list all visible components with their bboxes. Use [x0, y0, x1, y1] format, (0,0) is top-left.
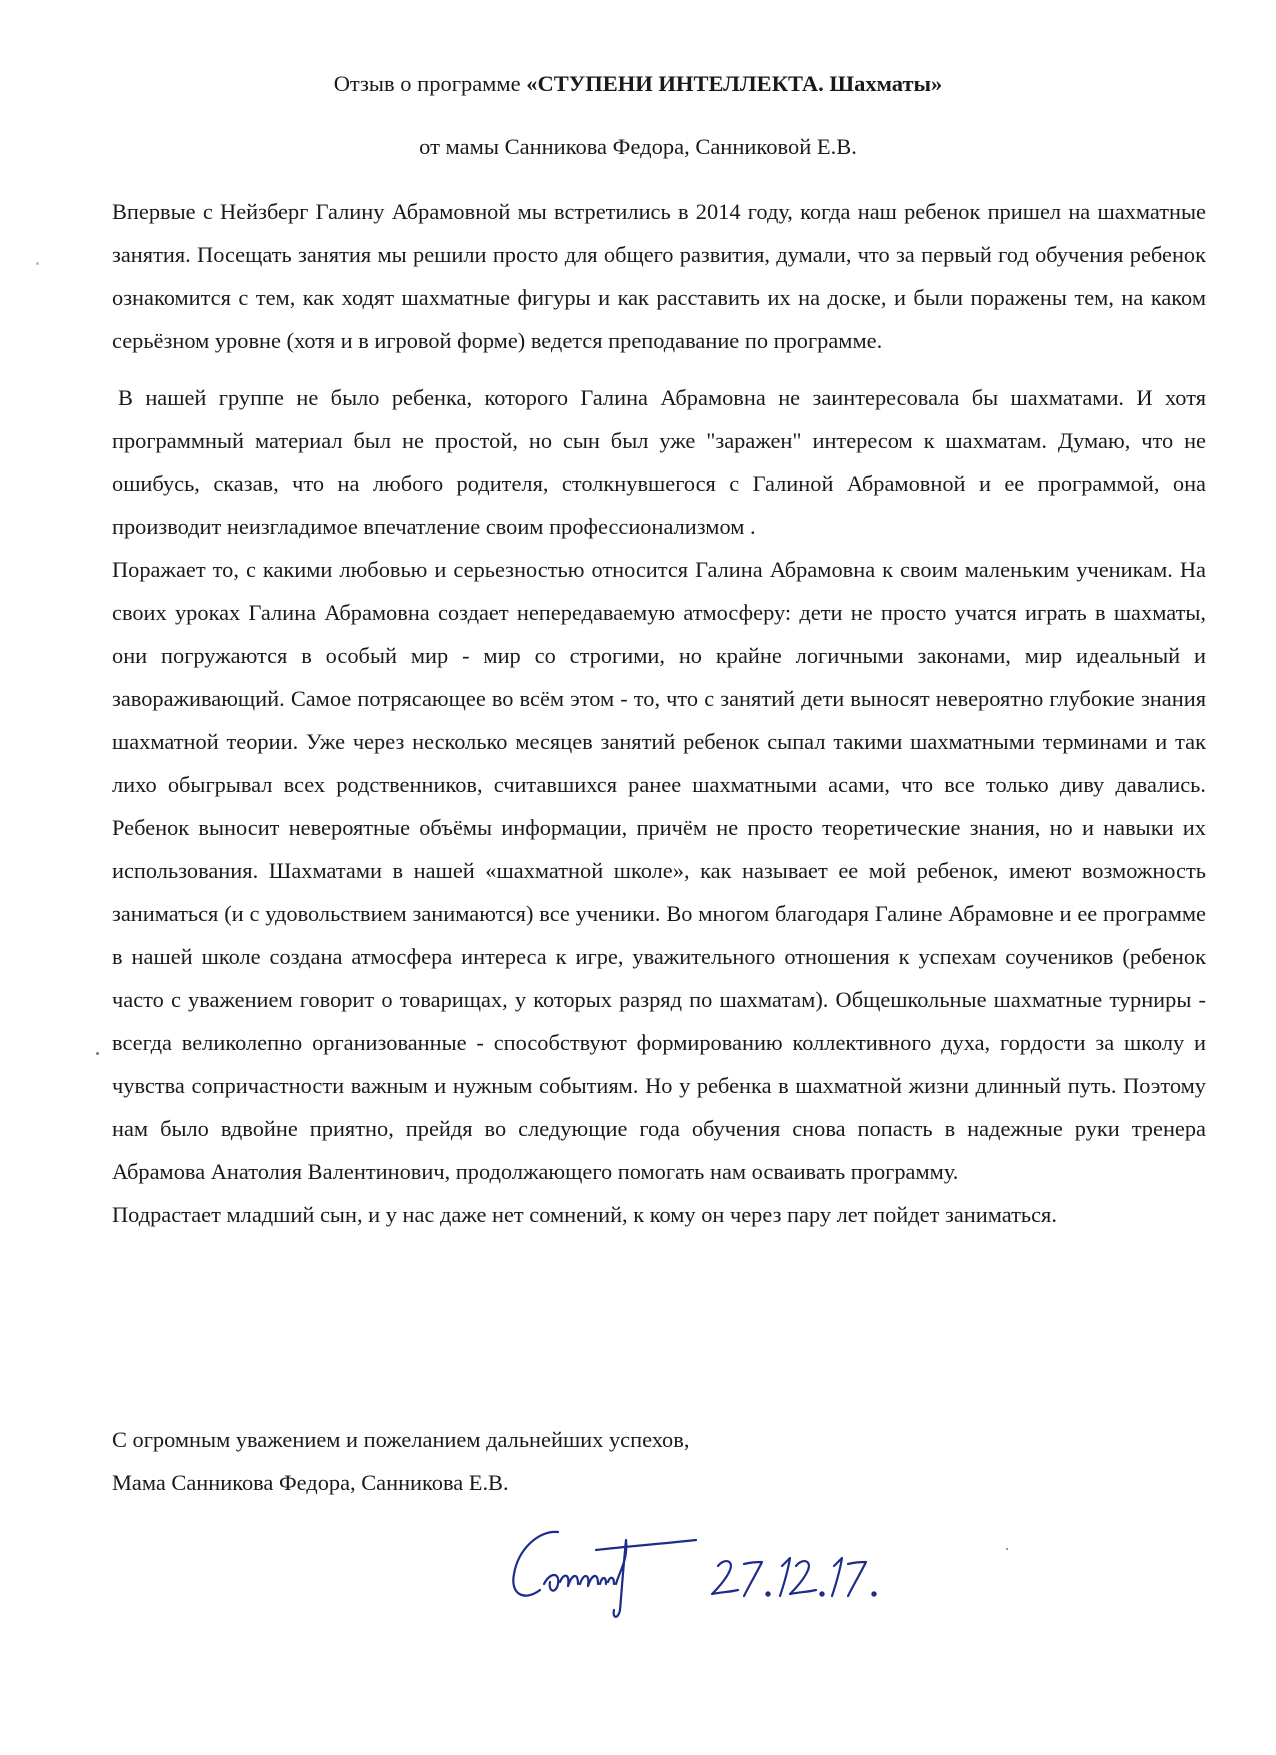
- scan-speck: [36, 262, 39, 265]
- closing-name: Мама Санникова Федора, Санникова Е.В.: [112, 1470, 509, 1495]
- paragraph-2: В нашей группе не было ребенка, которого Галина Абрамовна не заинтересовала бы шахматами. И хотя программный материал был не простой, но сын был уже "заражен" интересом к шахматам. Думаю, что не ошибусь, сказав, что на любого родителя, столкнувшегося с Галиной Абрамовной и ее программой, она производит неизгладимое впечатление своим профессионализмом .: [112, 385, 1206, 539]
- scan-speck: [96, 1052, 99, 1055]
- document-title: [0, 70, 1276, 98]
- paragraph-4: Подрастает младший сын, и у нас даже нет сомнений, к кому он через пару лет пойдет заниматься.: [112, 1202, 1057, 1227]
- program-name: «СТУПЕНИ ИНТЕЛЛЕКТА. Шахматы»: [526, 71, 943, 96]
- paragraph-1: Впервые с Нейзберг Галину Абрамовной мы встретились в 2014 году, когда наш ребенок пришел на шахматные занятия. Посещать занятия мы решили просто для общего развития, думали, что за первый год обучения ребенок ознакомится с тем, как ходят шахматные фигуры и как расставить их на доске, и были поражены тем, на каком серьёзном уровне (хотя и в игровой форме) ведется преподавание по программе.: [112, 199, 1206, 353]
- paragraph-3: Поражает то, с какими любовью и серьезностью относится Галина Абрамовна к своим маленьким ученикам. На своих уроках Галина Абрамовна создает непередаваемую атмосферу: дети не просто учатся играть в шахматы, они погружаются в особый мир - мир со строгими, но крайне логичными законами, мир идеальный и завораживающий. Самое потрясающее во всём этом - то, что с занятий дети выносят невероятно глубокие знания шахматной теории. Уже через несколько месяцев занятий ребенок сыпал такими шахматными терминами и так лихо обыгрывал всех родственников, считавшихся ранее шахматными асами, что все только диву давались. Ребенок выносит невероятные объёмы информации, причём не просто теоретические знания, но и навыки их использования. Шахматами в нашей «шахматной школе», как называет ее мой ребенок, имеют возможность заниматься (и с удовольствием занимаются) все ученики. Во многом благодаря Галине Абрамовне и ее программе в нашей школе создана атмосфера интереса к игре, уважительного отношения к успехам соучеников (ребенок часто с уважением говорит о товарищах, у которых разряд по шахматам). Общешкольные шахматные турниры - всегда великолепно организованные - способствуют формированию коллективного духа, гордости за школу и чувства сопричастности важным и нужным событиям. Но у ребенка в шахматной жизни длинный путь. Поэтому нам было вдвойне приятно, прейдя во следующие года обучения снова попасть в надежные руки тренера Абрамова Анатолия Валентинович, продолжающего помогать нам осваивать программу.: [112, 557, 1206, 1184]
- title-prefix: Отзыв о программе: [333, 71, 527, 96]
- document-subtitle: от мамы Санникова Федора, Санниковой Е.В.: [419, 134, 857, 159]
- closing-line: С огромным уважением и пожеланием дальнейших успехов,: [112, 1427, 690, 1452]
- handwritten-signature: [500, 1510, 920, 1630]
- closing-block: [112, 1418, 1012, 1504]
- scan-speck: [1006, 1548, 1008, 1550]
- letter-body: [112, 190, 1206, 1236]
